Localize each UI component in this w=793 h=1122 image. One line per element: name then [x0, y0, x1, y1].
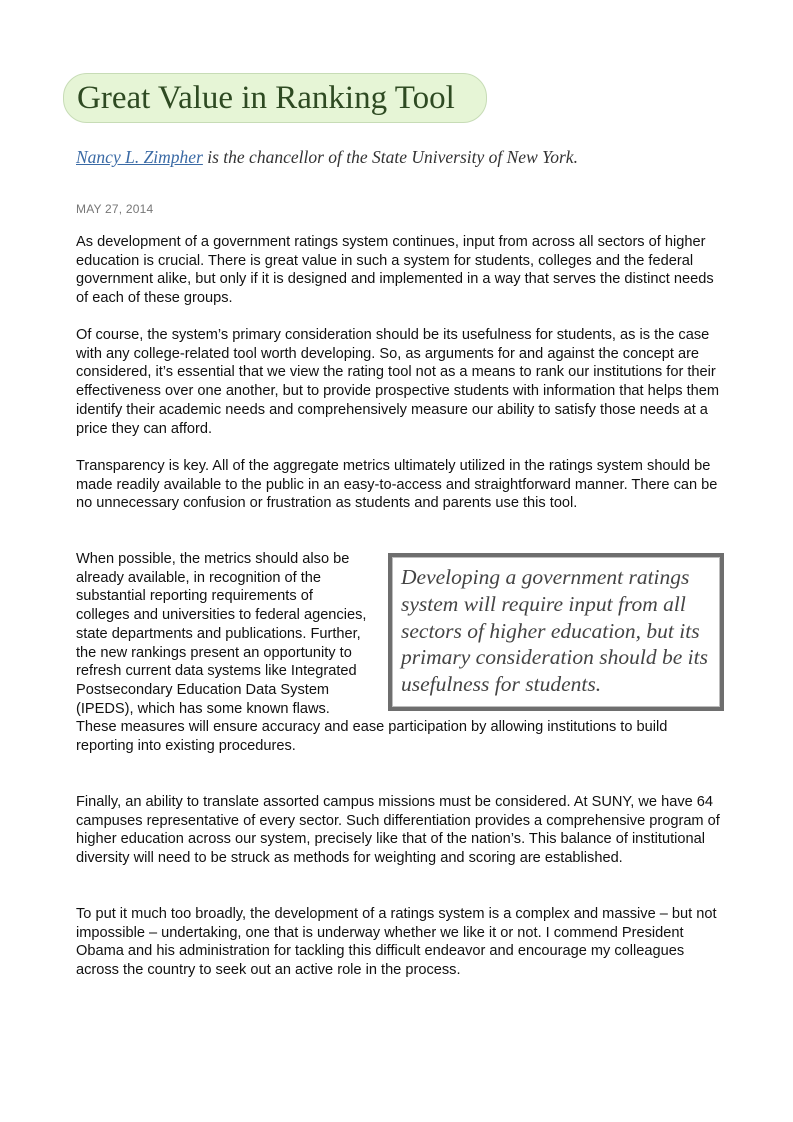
article-paragraph: Transparency is key. All of the aggregate metrics ultimately utilized in the ratings system should be made readily available to the public in an easy-to-access and straightforward manner. There can be no unnecessary confusion or frustration as students and parents use this tool.	[76, 458, 718, 512]
pull-quote	[388, 553, 724, 711]
pull-quote-text: Developing a government ratings system will require input from all sectors of higher education, but its primary consideration should be its usefulness for students.	[401, 565, 708, 697]
article-paragraph: As development of a government ratings system continues, input from across all sectors of higher education is crucial. There is great value in such a system for students, colleges and the federal government alike, but only if it is designed and implemented in a way that serves the distinct needs of each of these groups.	[76, 234, 714, 307]
title-banner	[63, 73, 487, 123]
article-paragraph-text: When possible, the metrics should also be already available, in recognition of the substantial reporting requirements of colleges and universities to federal agencies, state departments and publications. Further, the new rankings present an opportunity to refresh current data systems like Integrated Postsecondary Education Data System (IPEDS), which has some known flaws. These measures will ensure accuracy and ease participation by allowing institutions to build reporting into existing procedures.	[76, 551, 668, 755]
author-role: is the chancellor of the State University of New York.	[202, 147, 578, 167]
page-title: Great Value in Ranking Tool	[77, 80, 455, 116]
publish-date: MAY 27, 2014	[76, 202, 154, 216]
author-byline	[76, 146, 578, 168]
author-link[interactable]: Nancy L. Zimpher	[76, 147, 203, 167]
article-paragraph: Finally, an ability to translate assorted campus missions must be considered. At SUNY, we have 64 campuses representative of every sector. Such differentiation provides a comprehensive program of higher education across our system, precisely like that of the nation’s. This balance of institutional diversity will need to be struck as methods for weighting and scoring are established.	[76, 794, 720, 867]
article-paragraph: Of course, the system’s primary consideration should be its usefulness for students, as is the case with any college-related tool worth developing. So, as arguments for and against the concept are considered, it’s essential that we view the rating tool not as a means to rank our institutions for their effectiveness over one another, but to provide prospective students with information that helps them identify their academic needs and comprehensively measure our ability to satisfy those needs at a price they can afford.	[76, 327, 720, 437]
article-paragraph: To put it much too broadly, the development of a ratings system is a complex and massive – but not impossible – undertaking, one that is underway whether we like it or not. I commend President Obama and his administration for tackling this difficult endeavor and encourage my colleagues across the country to seek out an active role in the process.	[76, 906, 717, 979]
article-paragraph-with-quote	[76, 550, 724, 756]
